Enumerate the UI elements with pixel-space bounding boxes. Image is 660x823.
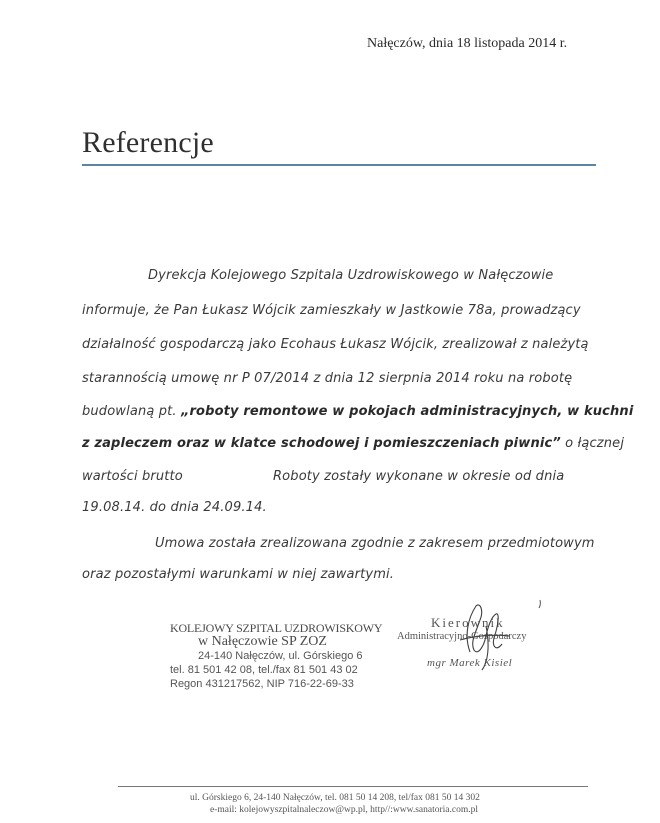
paragraph-1-line-4: starannością umowę nr P 07/2014 z dnia 12 sierpnia 2014 roku na robotę xyxy=(82,371,573,386)
document-title: Referencje xyxy=(82,126,214,159)
paragraph-1-line-2: informuje, że Pan Łukasz Wójcik zamieszkały w Jastkowie 78a, prowadzący xyxy=(82,303,581,318)
signatory-name: mgr Marek Kisiel xyxy=(427,657,513,669)
paragraph-1-line-7b: Roboty zostały wykonane w okresie od dnia xyxy=(273,469,565,484)
paragraph-1-line-1: Dyrekcja Kolejowego Szpitala Uzdrowiskowego w Nałęczowie xyxy=(148,268,554,283)
footer-web-line: e-mail: kolejowyszpitalnaleczow@wp.pl, http//:www.sanatoria.com.pl xyxy=(210,805,478,815)
paragraph-1-line-5 xyxy=(82,404,633,419)
stamp-address: 24-140 Nałęczów, ul. Górskiego 6 xyxy=(198,650,363,662)
paragraph-1-line-7a: wartości brutto xyxy=(82,469,183,484)
title-underline xyxy=(82,164,596,166)
work-title-part-2: z zapleczem oraz w klatce schodowej i pomieszczeniach piwnic” xyxy=(82,436,561,451)
signatory-role-line-2: Administracyjno-Gospodarczy xyxy=(397,631,527,642)
document-date: Nałęczów, dnia 18 listopada 2014 r. xyxy=(367,36,568,51)
handwritten-signature xyxy=(440,596,550,676)
stamp-name-line-2: w Nałęczowie SP ZOZ xyxy=(198,634,327,649)
footer-rule xyxy=(118,786,588,787)
stamp-phones: tel. 81 501 42 08, tel./fax 81 501 43 02 xyxy=(170,664,358,676)
paragraph-2-line-1: Umowa została zrealizowana zgodnie z zakresem przedmiotowym xyxy=(155,536,595,551)
work-title-part-1: „roboty remontowe w pokojach administracyjnych, w kuchni xyxy=(180,404,634,419)
line-6-suffix: o łącznej xyxy=(560,436,625,451)
paragraph-1-line-3: działalność gospodarczą jako Ecohaus Łukasz Wójcik, zrealizował z należytą xyxy=(82,337,589,352)
footer-contact-line: ul. Górskiego 6, 24-140 Nałęczów, tel. 081 50 14 208, tel/fax 081 50 14 302 xyxy=(190,793,480,803)
paragraph-1-line-8: 19.08.14. do dnia 24.09.14. xyxy=(82,500,267,515)
paragraph-1-line-6 xyxy=(82,436,624,451)
stamp-name-line-1: KOLEJOWY SZPITAL UZDROWISKOWY xyxy=(170,621,383,635)
line-5-prefix: budowlaną pt. xyxy=(82,404,181,419)
stamp-ids: Regon 431217562, NIP 716-22-69-33 xyxy=(170,678,354,690)
paragraph-2-line-2: oraz pozostałymi warunkami w niej zawartymi. xyxy=(82,567,395,582)
signatory-role-line-1: Kierownik xyxy=(431,615,505,630)
